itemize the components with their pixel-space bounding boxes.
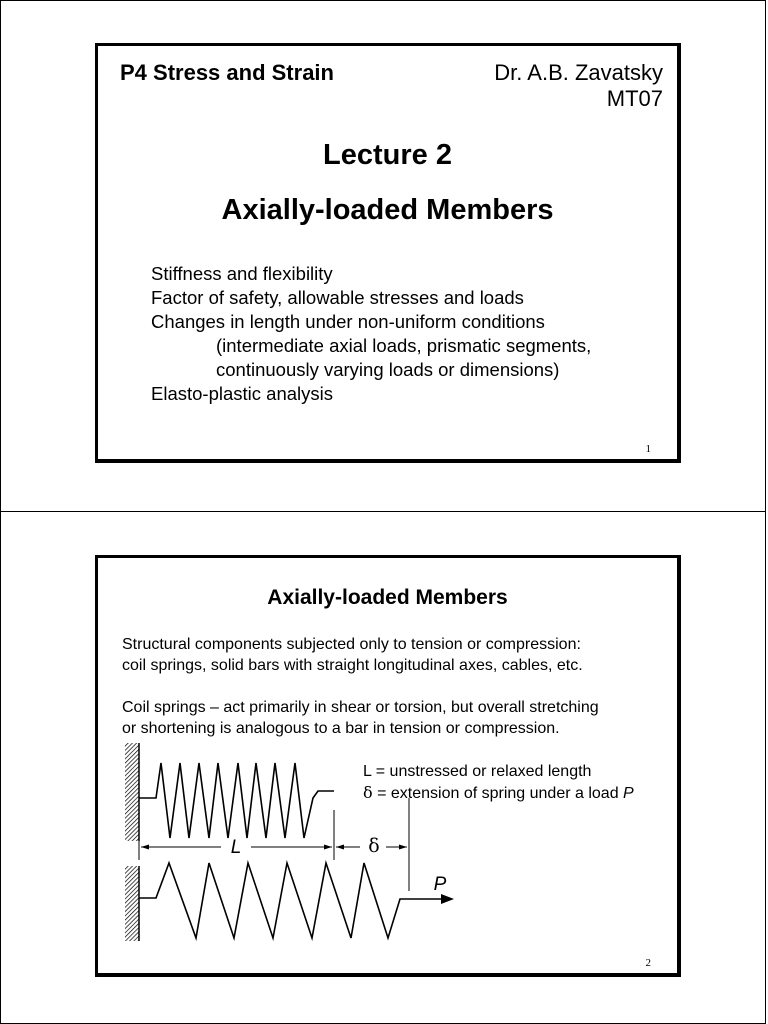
topic-subitem: (intermediate axial loads, prismatic segments, bbox=[216, 335, 592, 356]
paragraph-line: Coil springs – act primarily in shear or torsion, but overall stretching bbox=[122, 699, 599, 716]
topic-item: Changes in length under non-uniform conditions bbox=[151, 311, 545, 332]
course-title: P4 Stress and Strain bbox=[120, 60, 334, 85]
arrowhead bbox=[324, 845, 332, 850]
relaxed-spring bbox=[139, 763, 334, 838]
delta-symbol: δ bbox=[363, 783, 373, 802]
arrowhead bbox=[336, 845, 344, 850]
paragraph-line: or shortening is analogous to a bar in tension or compression. bbox=[122, 720, 560, 737]
slide-2 bbox=[95, 555, 681, 977]
topic-subitem: continuously varying loads or dimensions) bbox=[216, 359, 560, 380]
load-arrowhead bbox=[441, 894, 454, 904]
arrowhead bbox=[141, 845, 149, 850]
paragraph-line: coil springs, solid bars with straight longitudinal axes, cables, etc. bbox=[122, 657, 583, 674]
arrowhead bbox=[399, 845, 407, 850]
term-code: MT07 bbox=[606, 86, 663, 111]
topic-item: Stiffness and flexibility bbox=[151, 263, 333, 284]
stretched-spring bbox=[139, 863, 444, 938]
lecture-number: Lecture 2 bbox=[323, 139, 452, 171]
topic-item: Elasto-plastic analysis bbox=[151, 383, 333, 404]
length-label: L bbox=[230, 837, 242, 858]
slide-title: Axially-loaded Members bbox=[267, 586, 508, 609]
wall-hatching bbox=[125, 866, 139, 941]
spring-diagram bbox=[98, 743, 684, 973]
length-symbol: L bbox=[363, 763, 372, 780]
extension-label: δ bbox=[368, 835, 380, 857]
length-description: = unstressed or relaxed length bbox=[371, 763, 592, 780]
slide-1 bbox=[95, 43, 681, 463]
load-symbol: P bbox=[623, 785, 634, 802]
author-name: Dr. A.B. Zavatsky bbox=[494, 60, 663, 85]
slide-number: 2 bbox=[645, 957, 651, 969]
extension-description: = extension of spring under a load bbox=[372, 785, 624, 802]
topic-item: Factor of safety, allowable stresses and loads bbox=[151, 287, 524, 308]
load-label: P bbox=[433, 874, 447, 895]
slide-number: 1 bbox=[645, 443, 651, 455]
paragraph-line: Structural components subjected only to tension or compression: bbox=[122, 636, 581, 653]
wall-hatching bbox=[125, 743, 139, 841]
lecture-title: Axially-loaded Members bbox=[221, 194, 554, 226]
